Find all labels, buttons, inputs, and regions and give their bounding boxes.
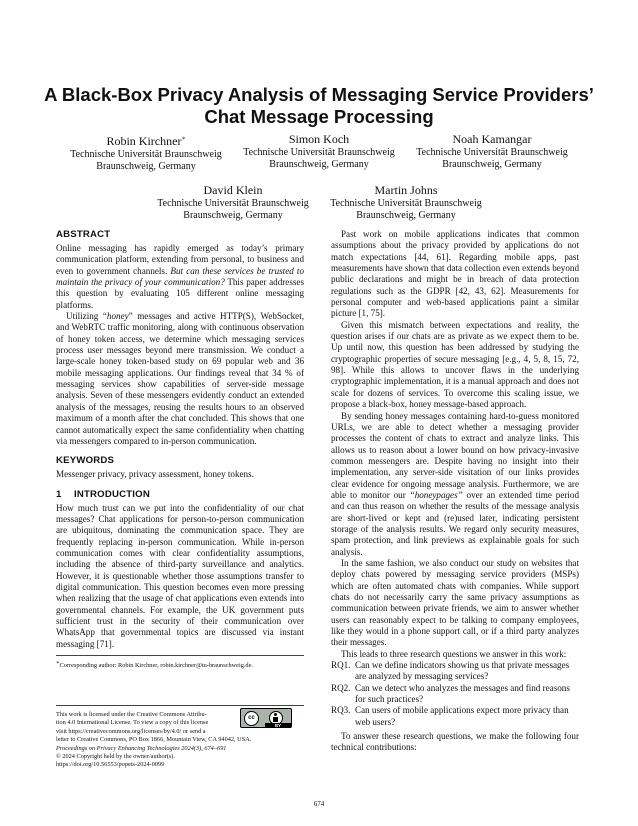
author-name: Martin Johns	[374, 183, 438, 197]
author-name: Robin Kirchner	[106, 134, 182, 148]
intro-paragraph-r6: To answer these research questions, we make the following four technical contributions:	[331, 731, 579, 753]
author-location: Braunschweig, Germany	[183, 210, 283, 221]
title-line-1: A Black-Box Privacy Analysis of Messaging Service Providers’	[44, 84, 594, 105]
footnote-text: Corresponding author: Robin Kirchner, robin.kirchner@tu-braunschweig.de.	[59, 662, 253, 670]
intro-paragraph-r2: Given this mismatch between expectations and reality, the question arises if our chats are as private as we expect them to be. Up until now, this question has been addressed by studying the cryptographic properties of secure messaging [e.g., 4, 5, 8, 15, 72, 98]. While this allows to uncover flaws in the underlying cryptographic implementation, it is a manual approach and does not scale for dozens of services. To overcome this scaling issue, we propose a black-box, honey message-based approach.	[331, 319, 579, 410]
section-number: 1	[56, 488, 62, 500]
author-name: Simon Koch	[288, 132, 350, 146]
author-location: Braunschweig, Germany	[96, 161, 196, 172]
cc-by-license-icon[interactable]	[240, 708, 292, 728]
abstract-paragraph-2: Utilizing “honey” messages and active HTTP(S), WebSocket, and WebRTC traffic monitoring, along with continuous observation of honey token access, we determine which messaging services process user messages beyond mere transmission. We conduct a large-scale honey token-based study on 69 popular web and 36 mobile messaging applications. Our findings reveal that 34 % of messaging services show capabilities of server-side message analysis. Seven of these messengers evidently conduct an extended analysis of the messages, reusing the results hours to an observed maximum of a month after the chat concluded. This shows that one cannot automatically expect the same confidentiality when chatting via messengers compared to in-person communication.	[56, 311, 305, 446]
author-block	[233, 132, 405, 171]
by-label: BY	[265, 723, 291, 728]
intro-paragraph-r3: By sending honey messages containing hard-to-guess monitored URLs, we are able to detect whether a messaging provider processes the content of chats to extract and analyze links. This allows us to reason about a lower bound on how privacy-invasive common messengers are. Despite having no insight into their implementation, any server-side visitation of our links provides clear evidence for ongoing message analysis. Furthermore, we are able to monitor our “honeypages” over an extended time period and can thus reason on whether the results of the message analysis are short-lived or kept and (re)used later, indicating persistent storage of the analysis results. We regard only security measures, spam protection, and link previews as explainable goals for such analysis.	[331, 410, 580, 557]
author-affiliation: Technische Universität Braunschweig	[157, 198, 309, 209]
page-number: 674	[313, 800, 325, 808]
author-affiliation: Technische Universität Braunschweig	[243, 147, 395, 158]
intro-paragraph-1: How much trust can we put into the confidentiality of our chat messages? Chat applications for person-to-person communication are ubiquitous, dominating the communication space. They are frequently replacing in-person communication. While in-person communication comes with clear confidentiality assumptions, including the absence of third-party surveillance and analytics. However, it is questionable whether those assumptions transfer to digital communication. This question becomes even more pressing when realizing that the usage of chat applications even extends into governmental channels. For example, the UK government puts sufficient trust in the security of their communication over WhatsApp that governmental topics are discussed via instant messaging [71].	[56, 502, 304, 649]
author-location: Braunschweig, Germany	[269, 159, 369, 170]
research-question	[331, 683, 579, 706]
keywords-heading: KEYWORDS	[56, 455, 115, 467]
rq-label: RQ1.	[331, 660, 351, 671]
abstract-heading: ABSTRACT	[56, 229, 111, 240]
author-name: Noah Kamangar	[452, 132, 532, 146]
intro-paragraph-r1: Past work on mobile applications indicates that common assumptions about the privacy provided by applications do not match expectations [44, 61]. Regarding mobile apps, past measurements have shown that data collection even extends beyond public declarations and might be in breach of data protection regulations such as the GDPR [42, 43, 62]. Measurements for personal computer and web-based applications paint a similar picture [1, 75].	[331, 229, 579, 319]
author-affiliation: Technische Universität Braunschweig	[416, 147, 568, 158]
cc-icon: cc	[244, 711, 259, 726]
author-block	[320, 183, 492, 222]
keywords-text: Messenger privacy, privacy assessment, honey tokens.	[56, 469, 254, 480]
author-affiliation: Technische Universität Braunschweig	[330, 198, 482, 209]
rq-label: RQ3.	[331, 705, 351, 716]
author-location: Braunschweig, Germany	[356, 210, 456, 221]
author-block	[147, 183, 319, 222]
rq-text: Can users of mobile applications expect more privacy than web users?	[355, 705, 569, 727]
author-block	[406, 132, 578, 171]
left-column	[56, 229, 304, 650]
license-block: This work is licensed under the Creative Commons Attribu- tion 4.0 International License. To view a copy of this license visit https://creativecommons.org/licenses/by/4.0/ or send a letter to Creative Commons, PO Box 1866, Mountain View, CA 94042, USA. Proceedings on Privacy Enhancing Technologies 2024(3), 674–691 © 2024 Copyright held by the owner/author(s). https://doi.org/10.56553/popets-2024-0099	[56, 711, 304, 770]
footnote-rule	[56, 655, 304, 656]
rq-label: RQ2.	[331, 682, 351, 693]
author-mark: ∗	[181, 136, 186, 142]
license-rule	[56, 705, 304, 706]
introduction-heading: 1 INTRODUCTION	[56, 488, 150, 500]
doi-link[interactable]: https://doi.org/10.56553/popets-2024-0099	[56, 761, 165, 769]
footnote-mark: ∗	[56, 660, 60, 666]
intro-paragraph-r5: This leads to three research questions we answer in this work:	[341, 648, 567, 659]
paper-title	[40, 84, 598, 128]
author-location: Braunschweig, Germany	[442, 159, 542, 170]
research-question	[331, 660, 579, 683]
rq-text: Can we define indicators showing us that private messages are analyzed by messaging services?	[355, 660, 570, 682]
intro-paragraph-r4: In the same fashion, we also conduct our study on websites that deploy chats powered by messaging service providers (MSPs) which are often automated chats with companies. While support chats do not necessarily carry the same privacy assumptions as communication between private friends, we aim to answer whether users can reasonably expect to be talking to company employees, like they would in a phone support call, or if a third party analyzes their messages.	[331, 557, 579, 648]
research-question	[331, 705, 579, 728]
right-column	[331, 229, 579, 754]
title-line-2: Chat Message Processing	[204, 106, 434, 127]
author-affiliation: Technische Universität Braunschweig	[70, 149, 222, 160]
footnote	[56, 659, 304, 670]
rq-text: Can we detect who analyzes the messages and find reasons for such practices?	[355, 682, 570, 705]
author-block	[60, 132, 232, 173]
abstract-paragraph-1: Online messaging has rapidly emerged as today’s primary communication platform, extending from personal, to business and even to government channels. But can these services be trusted to maintain the privacy of your communication? This paper addresses this question by evaluating 105 different online messaging platforms.	[56, 243, 305, 310]
author-name: David Klein	[203, 183, 263, 197]
